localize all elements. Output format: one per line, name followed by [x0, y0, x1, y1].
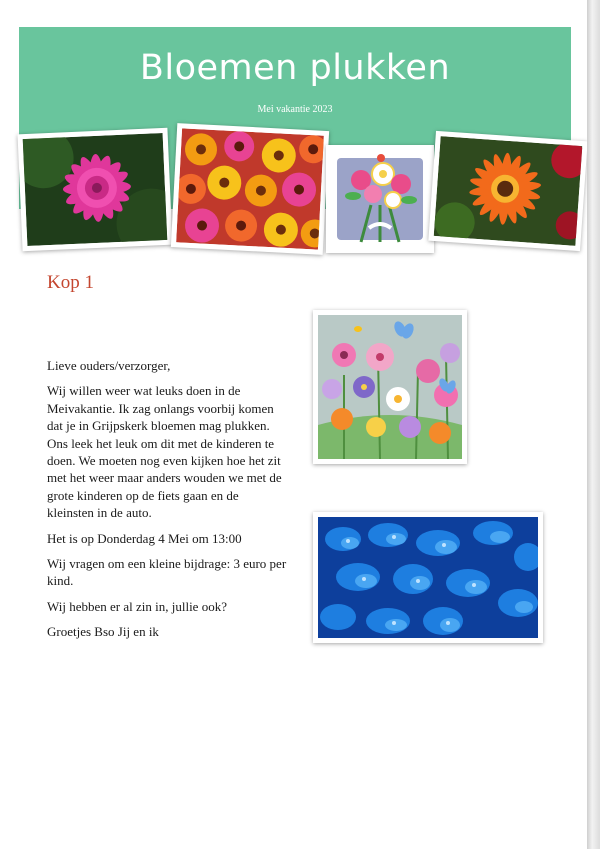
pink-dahlia-photo[interactable] — [18, 128, 173, 251]
paragraph-intro: Wij willen weer wat leuks doen in de Meivakantie. Ik zag onlangs voorbij komen dat je in Grijpskerk bloemen mag plukken. Ons leek het leuk om dit met de kinderen te doen. We moeten nog even kijken hoe het zit met het weer maar anders wouden we met de grote kinderen op de fiets gaan en de kleinsten in de auto. — [47, 383, 282, 521]
page-edge — [587, 0, 600, 849]
signature: Groetjes Bso Jij en ik — [47, 624, 159, 640]
page-title: Bloemen plukken — [139, 48, 451, 88]
paragraph-date: Het is op Donderdag 4 Mei om 13:00 — [47, 530, 242, 546]
bouquet-drawing-photo[interactable] — [326, 145, 434, 253]
orange-daisy-photo[interactable] — [428, 131, 587, 251]
section-heading: Kop 1 — [47, 272, 94, 293]
letter-body — [47, 357, 287, 649]
blue-flowers-photo[interactable] — [313, 512, 543, 643]
paragraph-excitement: Wij hebben er al zin in, jullie ook? — [47, 598, 227, 614]
greeting: Lieve ouders/verzorger, — [47, 358, 171, 373]
page-subtitle: Mei vakantie 2023 — [257, 104, 333, 115]
gerbera-field-photo[interactable] — [171, 123, 329, 255]
paragraph-contribution: Wij vragen om een kleine bijdrage: 3 euro per kind. — [47, 556, 287, 589]
wildflowers-butterflies-photo[interactable] — [313, 310, 467, 464]
